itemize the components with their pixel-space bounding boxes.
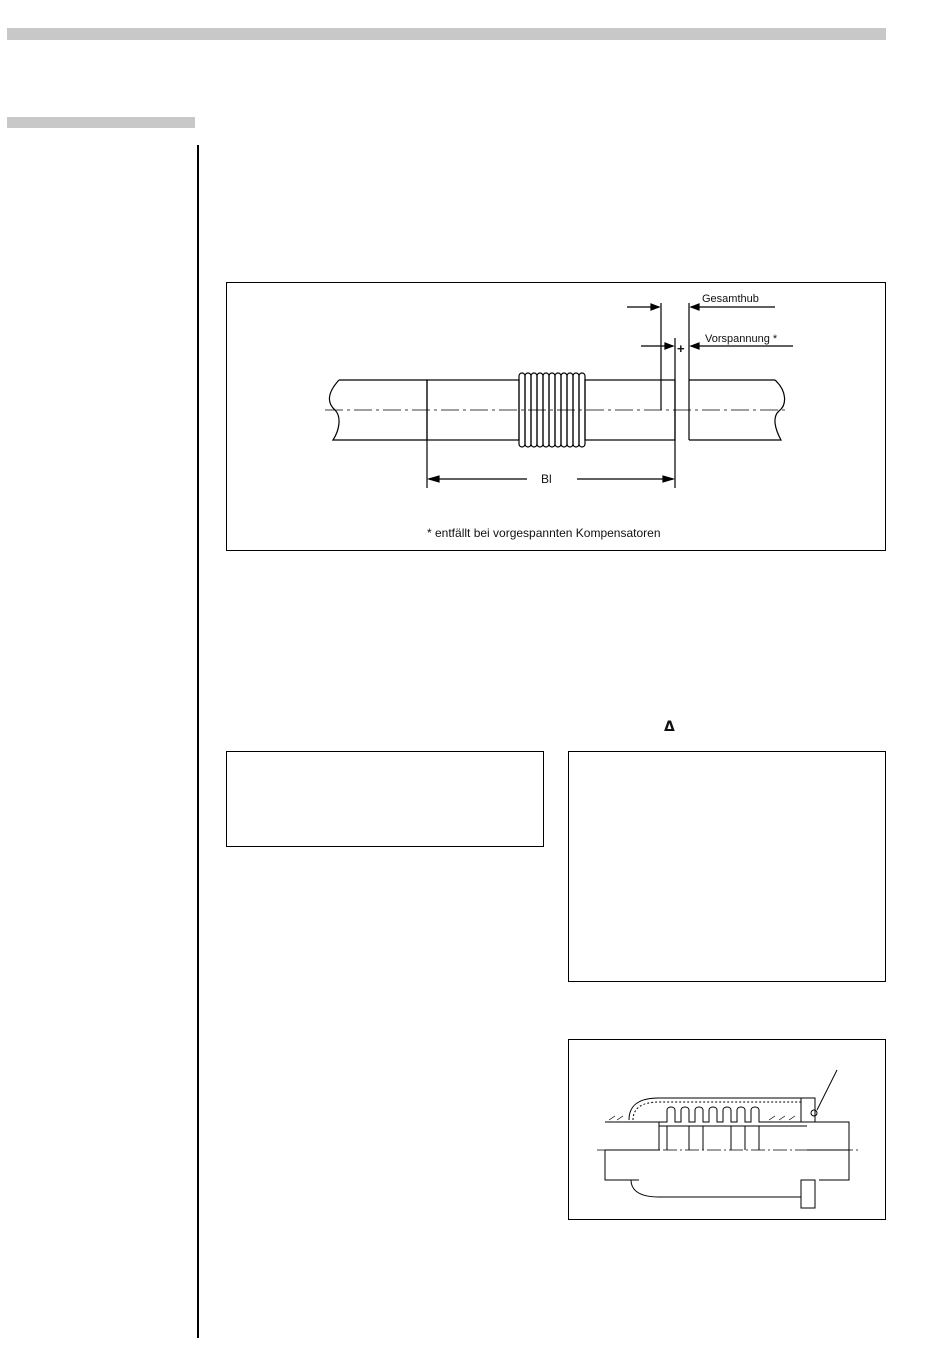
gesamthub-label: Gesamthub [702, 293, 759, 305]
delta-symbol: Δ [664, 719, 675, 735]
installation-diagram-svg [227, 283, 887, 552]
vorspannung-label: Vorspannung * [705, 333, 778, 345]
info-box-right [568, 751, 886, 982]
section-diagram [568, 1039, 886, 1220]
plus-sign: + [677, 341, 685, 356]
sidebar-header-bar [7, 117, 195, 128]
margin-rule [197, 145, 199, 1338]
info-box-left [226, 751, 544, 847]
section-diagram-svg [569, 1040, 887, 1221]
installation-diagram [226, 282, 886, 551]
bl-label: Bl [541, 472, 552, 486]
footnote: * entfällt bei vorgespannten Kompensatoren [427, 526, 661, 540]
header-bar [7, 28, 886, 40]
